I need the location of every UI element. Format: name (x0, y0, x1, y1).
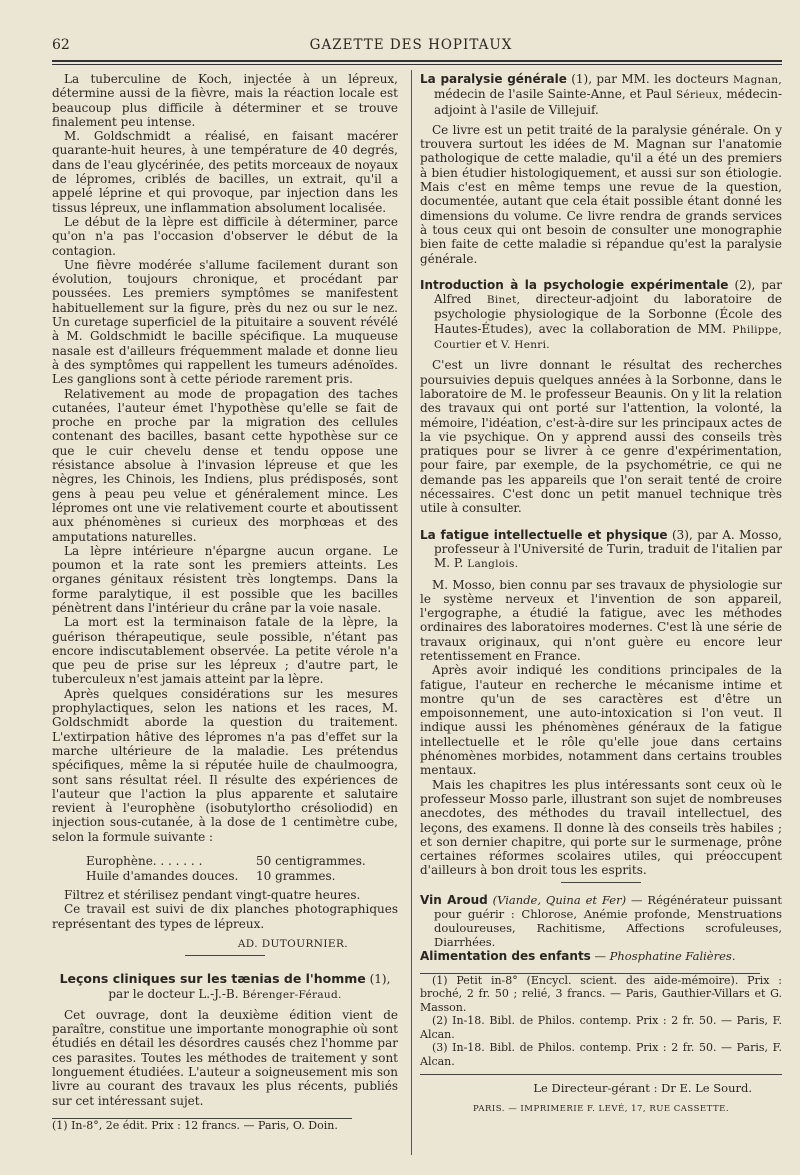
article-title-bold: La paralysie générale (420, 72, 567, 86)
paragraph: M. Goldschmidt a réalisé, en faisant macérer quarante-huit heures, à une température de 40 degrés, dans de l'eau glycérinée, des petits morceaux de noyaux de lépromes, criblés de bacilles, un extrait, qu'il a appelé léprine et qui provoque, par injection dans les tissus lépreux, une inflammation absolument localisée. (52, 129, 398, 215)
advertisement (420, 893, 782, 949)
article-heading (420, 72, 782, 117)
recipe-formula (52, 854, 398, 884)
paragraph: Après avoir indiqué les conditions principales de la fatigue, l'auteur en recherche le mécanisme intime et montre qu'un de ses caractères est d'être un empoisonnement, une auto-intoxication si l'on veut. Il indique aussi les phénomènes généraux de la fatigue intellectuelle et le rôle qu'elle joue dans certains phénomènes morbides, notamment dans certains troubles mentaux. (420, 663, 782, 778)
recipe-ingredient: Europhène. . . . . . . (86, 854, 203, 869)
recipe-row (52, 854, 398, 869)
advertisement (420, 949, 782, 963)
header-rule-thick (52, 60, 782, 62)
ad-title: Alimentation des enfants (420, 948, 591, 963)
footnote: (1) Petit in-8° (Encycl. scient. des aide-mémoire). Prix : broché, 2 fr. 50 ; relié, 3 francs. — Paris, Gauthier-Villars et G. Masson. (420, 973, 782, 1014)
paragraph: Ce livre est un petit traité de la paralysie générale. On y trouvera surtout les idées de M. Magnan sur l'anatomie pathologique de cette maladie, qu'il a été un des premiers à bien étudier histologiquement, et aussi sur son étiologie. Mais c'est en même temps une revue de la question, documentée, autant que cela était possible étant donné les dimensions du volume. Ce livre rendra de grands services à tous ceux qui ont besoin de consulter une monographie bien faite de cette maladie si répandue qu'est la paralysie générale. (420, 122, 782, 266)
page-number: 62 (52, 37, 70, 53)
section-heading (52, 972, 398, 1002)
section-title-bold: Leçons cliniques sur les tænias de l'homme (59, 971, 366, 987)
article-title-text: directeur-adjoint du laboratoire de psychologie physiologique de la Sorbonne (École des Hautes-Études), avec la collaboration de MM. (434, 292, 783, 336)
article-author: Langlois. (467, 558, 519, 571)
article-title-text: et (481, 337, 501, 352)
paragraph: La tuberculine de Koch, injectée à un lépreux, détermine aussi de la fièvre, mais la réaction locale est beaucoup plus difficile à déterminer et se trouve finalement peu intense. (52, 72, 398, 129)
article-author: Binet, (486, 294, 521, 307)
ad-text: — Régénérateur puissant pour guérir : Chlorose, Anémie profonde, Menstruations douloureuses, Rachitisme, Affections scrofuleuses, Diarrhées. (434, 892, 782, 949)
paragraph: M. Mosso, bien connu par ses travaux de physiologie sur le système nerveux et l'invention de son appareil, l'ergographe, a étudié la fatigue, avec les méthodes ordinaires des laboratoires modernes. C'est là une série de travaux originaux, qui n'ont guère eu encore leur retentissement en France. (420, 577, 782, 663)
column-divider (411, 70, 412, 1155)
section-title-note: (1), (365, 972, 391, 987)
section-separator (561, 882, 641, 883)
ad-italic: Phosphatine Falières. (609, 948, 736, 963)
article-title-bold: La fatigue intellectuelle et physique (420, 527, 668, 542)
article-title-text: médecin-adjoint à l'asile de Villejuif. (434, 87, 783, 117)
section-separator (185, 955, 265, 956)
paragraph: Le début de la lèpre est difficile à déterminer, parce qu'on n'a pas l'occasion d'observer le début de la contagion. (52, 214, 398, 258)
paragraph: Ce travail est suivi de dix planches photographiques représentant des types de lépreux. (52, 902, 398, 931)
ad-title: Vin Aroud (420, 892, 488, 907)
paragraph: Filtrez et stérilisez pendant vingt-quatre heures. (64, 888, 361, 903)
managing-director: Le Directeur-gérant : Dr E. Le Sourd. (533, 1081, 752, 1096)
footnote: (1) In-8°, 2e édit. Prix : 12 francs. — Paris, O. Doin. (52, 1118, 338, 1132)
article-author: Sérieux, (675, 89, 723, 102)
recipe-row (52, 869, 398, 884)
spacer (420, 516, 782, 528)
section-author: Bérenger-Féraud. (242, 988, 342, 1001)
header-rule-thin (52, 64, 782, 65)
article-title-bold: Introduction à la psychologie expérimentale (420, 277, 729, 292)
ad-italic: (Viande, Quina et Fer) (487, 892, 627, 907)
paragraph: Une fièvre modérée s'allume facilement durant son évolution, toujours chronique, et procédant par poussées. Les premiers symptômes se manifestent habituellement sur la figure, près du nez ou sur le nez. Un curetage superficiel de la pituitaire a souvent révélé à M. Goldschmidt le bacille spécifique. La muqueuse nasale est d'ailleurs fréquemment malade et donne lieu à des symptômes qui rappellent les tumeurs adénoïdes. Les ganglions sont à cette période rarement pris. (52, 257, 398, 387)
recipe-quantity: 10 grammes. (256, 869, 336, 884)
footer-rule (420, 1074, 782, 1075)
recipe-quantity: 50 centigrammes. (256, 854, 366, 869)
footnote: (2) In-18. Bibl. de Philos. contemp. Prix : 2 fr. 50. — Paris, F. Alcan. (420, 1014, 782, 1041)
author-signature: AD. DUTOURNIER. (237, 937, 348, 950)
spacer (420, 266, 782, 278)
article-title-text: (3), par A. Mosso, professeur à l'Université de Turin, traduit de l'italien par M. P. (434, 527, 782, 571)
paragraph: Après quelques considérations sur les mesures prophylactiques, selon les nations et les races, M. Goldschmidt aborde la question du traitement. L'extirpation hâtive des lépromes n'a pas d'effet sur la marche ultérieure de la maladie. Les prétendus spécifiques, même la si réputée huile de chaulmoogra, sont sans résultat réel. Il résulte des expériences de l'auteur que l'action la plus apparente et salutaire revient à l'europhène (isobutylortho crésoliodid) en injection sous-cutanée, à la dose de 1 centimètre cube, selon la formule suivante : (52, 686, 398, 844)
article-author: Magnan, (733, 74, 783, 86)
page-header (40, 33, 782, 57)
paragraph: Relativement au mode de propagation des taches cutanées, l'auteur émet l'hypothèse qu'elle se fait de proche en proche par la migration des cellules contenant des bacilles, basant cette hypothèse sur ce que le cuir chevelu dense et tendu oppose une résistance absolue à l'invasion lépreuse et que les nègres, les Chinois, les Indiens, plus prédisposés, sont gens à peau peu velue et généralement mince. Les lépromes ont une vie relativement courte et aboutissent aux phénomènes si curieux des morphœas et des amputations naturelles. (52, 386, 398, 544)
left-column (52, 72, 398, 1132)
paragraph: La mort est la terminaison fatale de la lèpre, la guérison thérapeutique, seule possible, n'étant pas encore indiscutablement observée. La petite vérole n'a que peu de prise sur les lépreux ; d'autre part, le tuberculeux n'est jamais atteint par la lèpre. (52, 615, 398, 687)
article-heading (420, 278, 782, 352)
paragraph: Mais les chapitres les plus intéressants sont ceux où le professeur Mosso parle, illustrant son sujet de nombreuses anecdotes, des méthodes du travail intellectuel, des leçons, des examens. Il donne là des conseils très habiles ; et son dernier chapitre, qui porte sur le surmenage, prône certaines réformes scolaires utiles, qui préoccupent d'ailleurs à bon droit tous les esprits. (420, 777, 782, 878)
article-title-text: médecin de l'asile Sainte-Anne, et Paul (434, 87, 676, 102)
article-author: Philippe, Courtier (434, 323, 782, 352)
masthead-title: GAZETTE DES HOPITAUX (309, 37, 513, 53)
right-column (420, 72, 782, 1116)
footnote: (3) In-18. Bibl. de Philos. contemp. Prix : 2 fr. 50. — Paris, F. Alcan. (420, 1041, 782, 1068)
section-subtitle: par le docteur L.-J.-B. (108, 986, 243, 1001)
recipe-ingredient: Huile d'amandes douces. (86, 869, 239, 884)
article-title-text: (1), par MM. les docteurs (566, 72, 734, 86)
ad-text: — (590, 948, 610, 963)
printer-imprint: PARIS. — IMPRIMERIE F. LEVÉ, 17, RUE CASSETTE. (472, 1103, 730, 1114)
paragraph: La lèpre intérieure n'épargne aucun organe. Le poumon et la rate sont les premiers atteints. Les organes génitaux résistent très longtemps. Dans la forme paralytique, il est possible que les bacilles pénètrent dans l'intérieur du crâne par la voie nasale. (52, 543, 398, 615)
article-title-text: (2), par Alfred (434, 277, 783, 307)
paragraph: Cet ouvrage, dont la deuxième édition vient de paraître, constitue une importante monographie où sont étudiés en détail les désordres causés chez l'homme par ces parasites. Toutes les méthodes de traitement y sont longuement étudiées. L'auteur a soigneusement mis son livre au courant des travaux les plus récents, publiés sur cet intéressant sujet. (52, 1007, 398, 1108)
article-author: V. Henri. (500, 339, 550, 352)
article-heading (420, 528, 782, 572)
paragraph: C'est un livre donnant le résultat des recherches poursuivies depuis quelques années à la Sorbonne, dans le laboratoire de M. le professeur Beaunis. On y lit la relation des travaux qui ont porté sur l'attention, la volonté, la mémoire, l'idéation, c'est-à-dire sur les principaux actes de la vie psychique. On y apprend aussi des conseils très pratiques pour se livrer à ce genre d'expérimentation, pour faire, par exemple, de la psychométrie, ce qui ne demande pas les appareils que l'on serait tenté de croire nécessaires. C'est donc un petit manuel technique très utile à consulter. (420, 358, 782, 516)
